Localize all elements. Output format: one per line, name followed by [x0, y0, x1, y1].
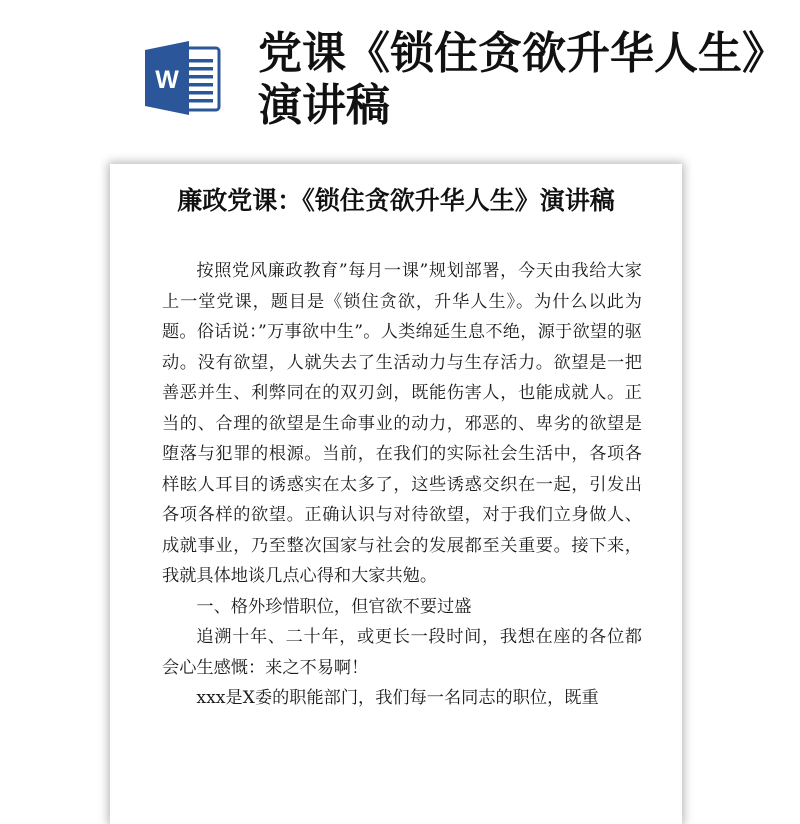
word-icon-letter: W [155, 66, 179, 94]
document-body [162, 256, 642, 714]
header-banner [0, 0, 800, 165]
document-title: 廉政党课：《锁住贪欲升华人生》演讲稿 [177, 186, 615, 215]
document-paragraph: 追溯十年、二十年，或更长一段时间，我想在座的各位都会心生感慨：来之不易啊！ [162, 627, 642, 678]
document-paragraph: xxx是X委的职能部门，我们每一名同志的职位，既重 [196, 688, 599, 708]
document-page [110, 164, 682, 824]
page-title: 党课《锁住贪欲升华人生》演讲稿 [258, 28, 764, 131]
document-heading: 一、格外珍惜职位，但官欲不要过盛 [196, 596, 472, 617]
document-paragraph: 按照党风廉政教育”每月一课”规划部署，今天由我给大家上一堂党课，题目是《锁住贪欲，升华人生》。为什么以此为题。俗话说：”万事欲中生”。人类绵延生息不绝，源于欲望的驱动。没有欲望，人就失去了生活动力与生存活力。欲望是一把善恶并生、利弊同在的双刃剑，既能伤害人，也能成就人。正当的、合理的欲望是生命事业的动力，邪恶的、卑劣的欲望是堕落与犯罪的根源。当前，在我们的实际社会生活中，各项各样眩人耳目的诱惑实在太多了，这些诱惑交织在一起，引发出各项各样的欲望。正确认识与对待欲望，对于我们立身做人、成就事业，乃至整次国家与社会的发展都至关重要。接下来，我就具体地谈几点心得和大家共勉。 [162, 261, 642, 586]
word-icon [143, 38, 223, 118]
